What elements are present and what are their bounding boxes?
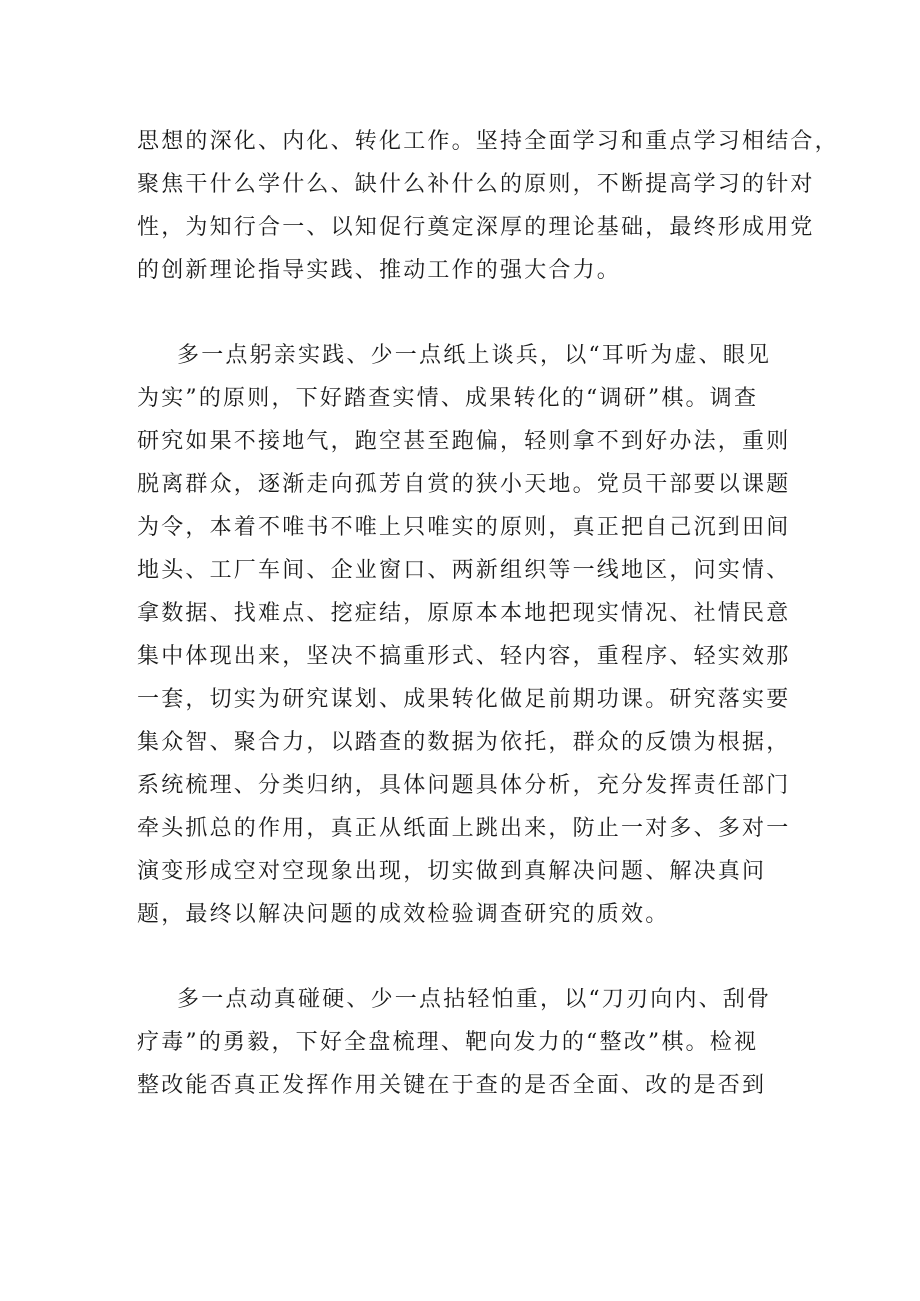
paragraph-2-line-5: 为令，本着不唯书不唯上只唯实的原则，真正把自己沉到田间 — [137, 515, 791, 540]
paragraph-2-line-2: 为实”的原则，下好踏查实情、成果转化的“调研”棋。调查 — [137, 386, 759, 411]
paragraph-2-line-14: 题，最终以解决问题的成效检验调查研究的质效。 — [137, 902, 670, 927]
paragraph-2-line-3: 研究如果不接地气，跑空甚至跑偏，轻则拿不到好办法，重则 — [137, 429, 791, 454]
paragraph-2-line-8: 集中体现出来，坚决不搞重形式、轻内容，重程序、轻实效那 — [137, 644, 791, 669]
paragraph-1-line-2: 聚焦干什么学什么、缺什么补什么的原则，不断提高学习的针对 — [137, 172, 815, 197]
paragraph-3-line-3: 整改能否真正发挥作用关键在于查的是否全面、改的是否到 — [137, 1073, 767, 1098]
paragraph-2-line-9: 一套，切实为研究谋划、成果转化做足前期功课。研究落实要 — [137, 687, 791, 712]
paragraph-1-line-3: 性，为知行合一、以知促行奠定深厚的理论基础，最终形成用党 — [137, 215, 815, 240]
paragraph-2-line-6: 地头、工厂车间、企业窗口、两新组织等一线地区，问实情、 — [137, 558, 791, 583]
paragraph-2-line-1: 多一点躬亲实践、少一点纸上谈兵，以“耳听为虚、眼见 — [177, 343, 772, 368]
paragraph-2-line-4: 脱离群众，逐渐走向孤芳自赏的狭小天地。党员干部要以课题 — [137, 472, 791, 497]
paragraph-2-line-10: 集众智、聚合力，以踏查的数据为依托，群众的反馈为根据， — [137, 730, 791, 755]
paragraph-2-line-7: 拿数据、找难点、挖症结，原原本本地把现实情况、社情民意 — [137, 601, 791, 626]
paragraph-3-line-1: 多一点动真碰硬、少一点拈轻怕重，以“刀刃向内、刮骨 — [177, 987, 772, 1012]
paragraph-2-line-12: 牵头抓总的作用，真正从纸面上跳出来，防止一对多、多对一 — [137, 816, 791, 841]
paragraph-2-line-11: 系统梳理、分类归纳，具体问题具体分析，充分发挥责任部门 — [137, 773, 791, 798]
paragraph-1-line-1: 思想的深化、内化、转化工作。坚持全面学习和重点学习相结合， — [137, 129, 839, 154]
paragraph-3-line-2: 疗毒”的勇毅，下好全盘梳理、靶向发力的“整改”棋。检视 — [137, 1030, 759, 1055]
paragraph-1-line-4: 的创新理论指导实践、推动工作的强大合力。 — [137, 258, 622, 283]
paragraph-2-line-13: 演变形成空对空现象出现，切实做到真解决问题、解决真问 — [137, 859, 767, 884]
